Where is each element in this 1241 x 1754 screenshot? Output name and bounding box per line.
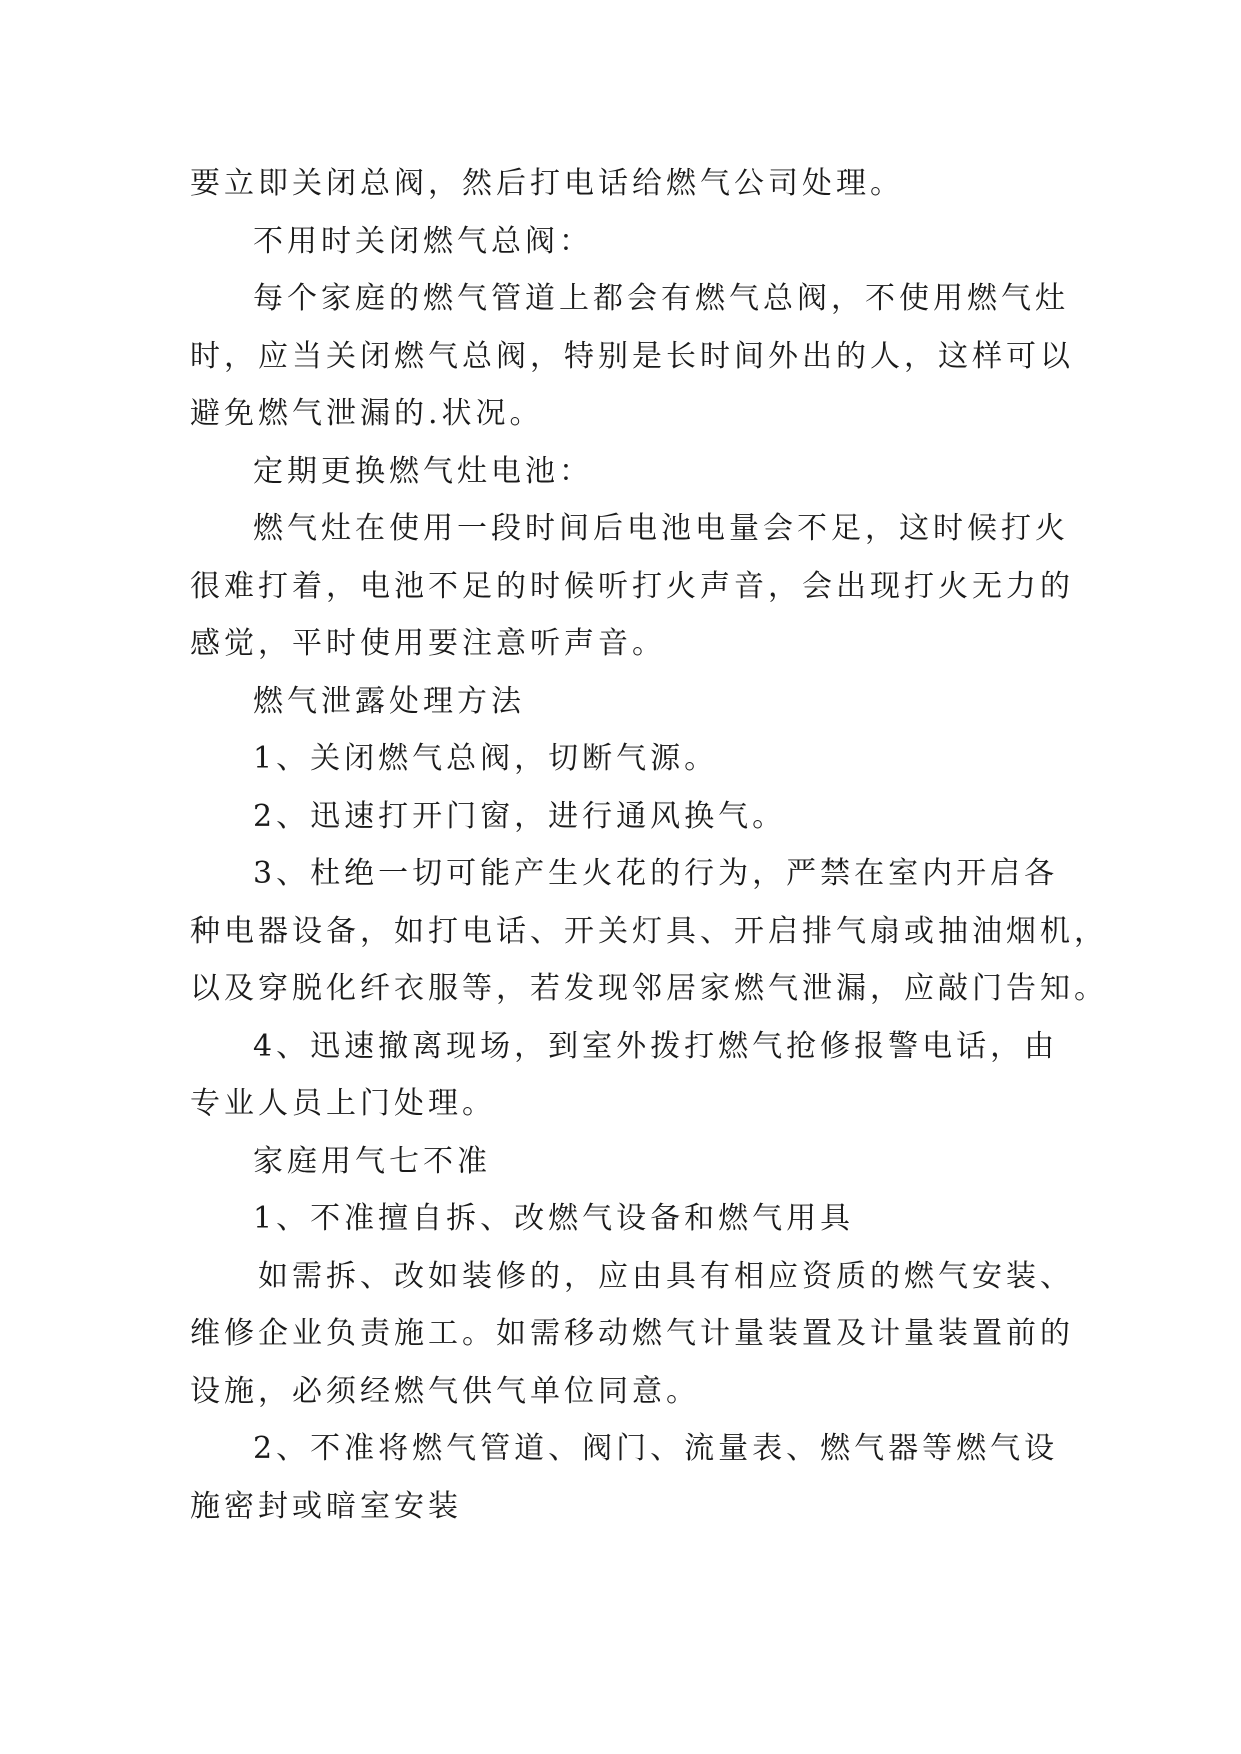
section-heading: 定期更换燃气灶电池： [253,454,593,489]
text-line: 很难打着，电池不足的时候听打火声音，会出现打火无力的 [190,569,1074,604]
text-line: 燃气灶在使用一段时间后电池电量会不足，这时候打火 [253,511,1069,546]
list-item: 4、迅速撤离现场，到室外拨打燃气抢修报警电话，由 [253,1029,1059,1064]
text-line: 时，应当关闭燃气总阀，特别是长时间外出的人，这样可以 [190,339,1074,374]
text-line: 种电器设备，如打电话、开关灯具、开启排气扇或抽油烟机， [190,914,1108,949]
text-line: 设施，必须经燃气供气单位同意。 [190,1374,700,1409]
list-item: 3、杜绝一切可能产生火花的行为，严禁在室内开启各 [253,856,1059,891]
text-line: 维修企业负责施工。如需移动燃气计量装置及计量装置前的 [190,1316,1074,1351]
text-line: 以及穿脱化纤衣服等，若发现邻居家燃气泄漏，应敲门告知。 [190,971,1108,1006]
text-line: 要立即关闭总阀，然后打电话给燃气公司处理。 [190,166,904,201]
list-item: 2、迅速打开门窗，进行通风换气。 [253,799,787,834]
section-heading: 燃气泄露处理方法 [253,684,525,719]
text-line: 专业人员上门处理。 [190,1086,496,1121]
section-heading: 不用时关闭燃气总阀： [253,224,593,259]
text-line: 如需拆、改如装修的，应由具有相应资质的燃气安装、 [258,1259,1074,1294]
list-item: 1、不准擅自拆、改燃气设备和燃气用具 [253,1201,855,1236]
list-item: 1、关闭燃气总阀，切断气源。 [253,741,719,776]
list-item: 2、不准将燃气管道、阀门、流量表、燃气器等燃气设 [253,1431,1059,1466]
text-line: 避免燃气泄漏的.状况。 [190,396,544,431]
text-line: 感觉，平时使用要注意听声音。 [190,626,666,661]
text-line: 施密封或暗室安装 [190,1489,462,1524]
text-line: 每个家庭的燃气管道上都会有燃气总阀，不使用燃气灶 [253,281,1069,316]
section-heading: 家庭用气七不准 [253,1144,491,1179]
